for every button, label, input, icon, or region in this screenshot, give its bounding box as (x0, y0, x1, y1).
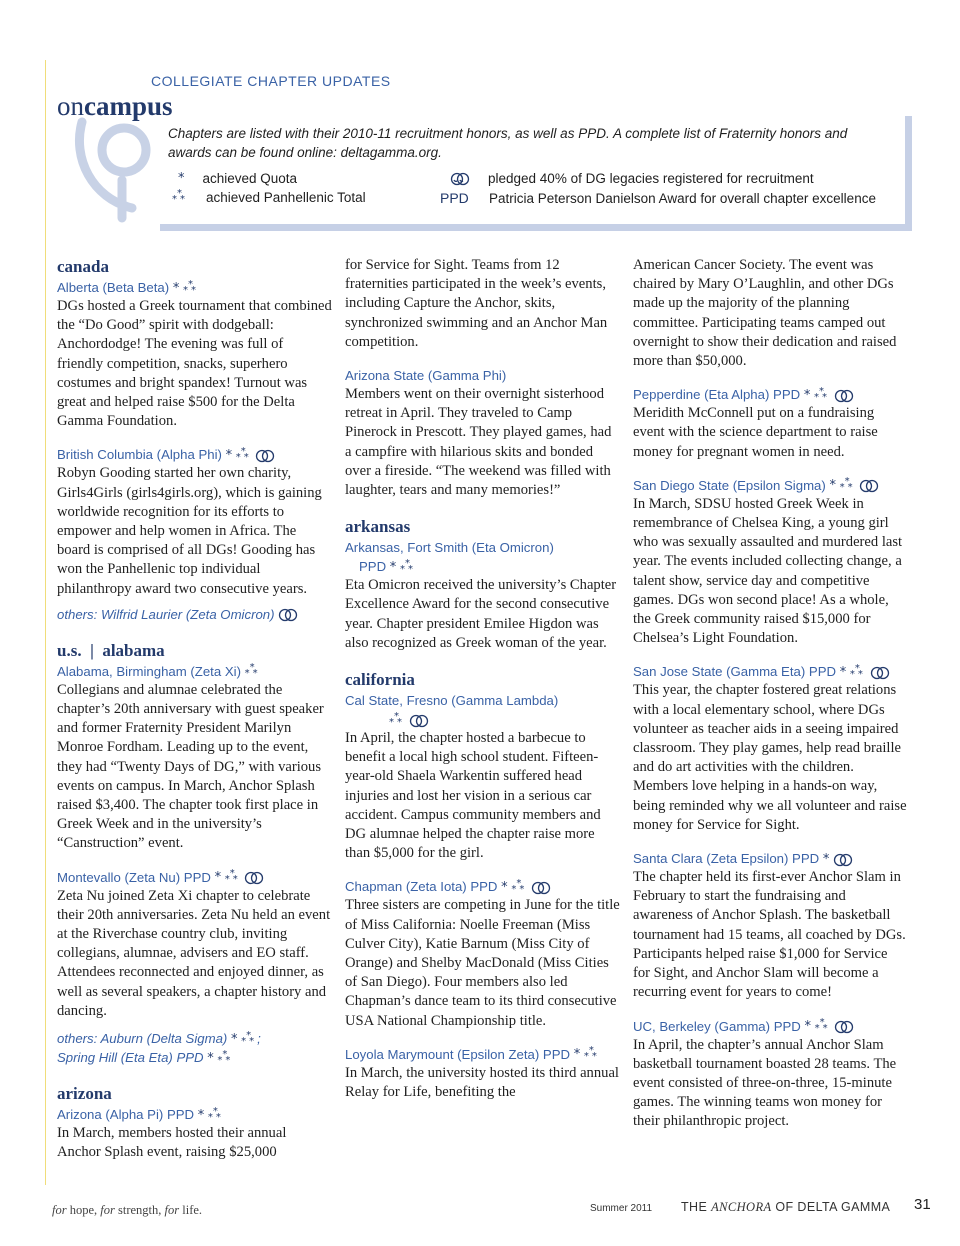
page-title: oncampus (57, 91, 173, 121)
chapter-name: Arizona State (Gamma Phi) (345, 368, 507, 384)
chapter-text: Three sisters are competing in June for the title of Miss California: Noelle Freeman (Miss Culver City), Katie Barnum (Miss City of Orange) and Shelby MacDonald (Miss Cities of San Diego). Four members also led Chapman’s dance team to its third consecutive USA National Championship title. (345, 897, 620, 1029)
section-label: COLLEGIATE CHAPTER UPDATES (151, 73, 391, 89)
margin-rule (45, 60, 46, 1185)
chapter-text: Zeta Nu joined Zeta Xi chapter to celebrate their 20th anniversaries. Zeta Nu held an event at the Riverchase country club, inviting collegians, alumnae, advisers and EO staff. Attendees reconnected and enjoyed dinner, as well as several speakers, a chapter history and dancing. (57, 887, 331, 1019)
chapter-text: Collegians and alumnae celebrated the chapter’s 20th anniversary with guest speaker and former Fraternity President Marilyn Monroe Fordham. Leading up to the event, they had “Twenty Days of DG,” with various events on campus. In March, Anchor Splash raised $3,400. The chapter took first place in Greek Week and in the university’s “Canstruction” event. (57, 681, 324, 852)
chapter-name: British Columbia (Alpha Phi) * * * * (57, 445, 332, 464)
chapter-text: DGs hosted a Greek tournament that combined the “Do Good” spirit with dodgeball: Anchordodge! The evening was full of friendly competition, snacks, superhero costumes and bright spandex! Turnout was great and helped raise $500 for the Delta Gamma Foundation. (57, 298, 332, 430)
chapter-text: In March, members hosted their annual Anchor Splash event, raising $25,000 (57, 1125, 287, 1161)
legend-legacy: pledged 40% of DG legacies registered for recruitment (450, 170, 814, 188)
footer-tagline: for hope, for strength, for life. (52, 1203, 203, 1217)
chapter-text: Robyn Gooding started her own charity, Girls4Girls (girls4girls.org), which is gaining worldwide recognition for its efforts to empower and help women in Africa. The board is comprised of all DGs! Gooding has won the Panhellenic top individual philanthropy award two consecutive years. (57, 465, 322, 597)
region-heading: arizona (57, 1084, 112, 1104)
legacy-icon (834, 388, 854, 404)
chapter-name: Montevallo (Zeta Nu) PPD * * * * (57, 868, 332, 887)
chapter-name: San Jose State (Gamma Eta) PPD * * * * (633, 662, 908, 681)
chapter-text: Meridith McConnell put on a fundraising event with the science department to raise money for pregnant women in need. (633, 405, 878, 460)
chapter-text: In March, the university hosted its third annual Relay for Life, benefiting the (345, 1064, 619, 1101)
legacy-icon (834, 1019, 854, 1035)
chapter-name: Arizona (Alpha Pi) PPD * * * * (57, 1105, 221, 1123)
others-line: others: Wilfrid Laurier (Zeta Omicron) (57, 605, 332, 624)
legacy-icon (409, 713, 429, 729)
chapter-name: PPD * * * * (359, 557, 413, 575)
region-heading: u.s. | alabama (57, 640, 165, 660)
chapter-name: Pepperdine (Eta Alpha) PPD * * * * (633, 385, 908, 404)
chapter-text: American Cancer Society. The event was chaired by Mary O’Laughlin, and other DGs made up the majority of the planning committee. Participating teams camped out overnight to show their dedication and raised more than $50,000. (633, 257, 897, 370)
chapter-text: for Service for Sight. Teams from 12 fraternities participated in the week’s events, including Capture the Anchor, skits, synchronized swimming and an Anchor Man competition. (345, 257, 608, 350)
chapter-text: In April, the chapter’s annual Anchor Slam basketball tournament boasted 28 teams. The event consisted of three-on-three, 15-minute games. The winning teams won money for their philanthropic project. (633, 1036, 897, 1130)
legacy-icon (255, 448, 275, 464)
chapter-name: UC, Berkeley (Gamma) PPD * * * * (633, 1017, 908, 1036)
legend-quota: * achieved Quota (178, 171, 298, 187)
chapter-text: Eta Omicron received the university’s Chapter Excellence Award for the second consecutive year. Chapter president Emilee Higdon was also recognized as Greek woman of the year. (345, 577, 617, 651)
legacy-icon (278, 607, 298, 623)
chapter-name: San Diego State (Epsilon Sigma) * * * * (633, 476, 908, 495)
chapter-name: Santa Clara (Zeta Epsilon) PPD * (633, 849, 908, 868)
legacy-icon (450, 171, 470, 187)
legacy-icon (833, 852, 853, 868)
legend-ppd: PPD Patricia Peterson Danielson Award for overall chapter excellence (440, 190, 876, 206)
page-number: 31 (914, 1196, 931, 1213)
column-1 (57, 256, 332, 1163)
intro-text: Chapters are listed with their 2010-11 recruitment honors, as well as PPD. A complete list of Fraternity honors and awards can be found online: deltagamma.org. (168, 126, 848, 160)
chapter-name: Arkansas, Fort Smith (Eta Omicron) (345, 540, 554, 556)
footer-issue: Summer 2011 (590, 1203, 653, 1214)
chapter-name: Loyola Marymount (Epsilon Zeta) PPD * * * * (345, 1045, 597, 1063)
region-heading: canada (57, 257, 109, 276)
chapter-text: Members went on their overnight sisterhood retreat in April. They traveled to Camp Pinerock in Prescott. They played games, had a campfire with hilarious skits and bonded over a fireside. “The weekend was filled with laughter, tears and many memories!” (345, 386, 612, 499)
chapter-text: This year, the chapter fostered great relations with a local elementary school, where DGs volunteer as teacher aids in a seeing impaired classroom. They play games, help read braille and do art activities with the children. Members love helping in a hands-on way, being reminded why we all volunteer and raise money for Service for Sight. (633, 682, 907, 833)
star-icon: * (178, 171, 185, 187)
column-3 (633, 256, 908, 1132)
chapter-text: The chapter held its first-ever Anchor Slam in February to start the fundraising and awareness of Anchor Splash. The basketball tournament had 15 teams, all coached by DGs. Participants helped raise $1,000 for Service for Sight, and Anchor Slam will become a recurring event for years to come! (633, 869, 906, 1001)
chapter-name: * * * (345, 710, 620, 729)
legacy-icon (244, 870, 264, 886)
triple-star-icon: * * * (172, 188, 185, 206)
chapter-text: In March, SDSU hosted Greek Week in remembrance of Chelsea King, a young girl who was sexually assaulted and murdered last year. The events included collecting change, a talent show, service day and competitive games. DGs won second place! As a whole, the Greek community raised $15,000 for Chelsea’s Light Foundation. (633, 495, 903, 647)
region-heading: arkansas (345, 517, 411, 537)
others-line: others: Auburn (Delta Sigma) * * * * ; (57, 1029, 261, 1047)
legacy-icon (531, 880, 551, 896)
chapter-name: Chapman (Zeta Iota) PPD * * * * (345, 877, 620, 896)
footer-publication: THE ANCHORA OF DELTA GAMMA (681, 1200, 891, 1214)
legacy-icon (870, 665, 890, 681)
legend-panhellenic: * * * achieved Panhellenic Total (172, 188, 366, 206)
chapter-text: In April, the chapter hosted a barbecue to benefit a local high school student. Fifteen-year-old Shaela Warkentin suffered head injuries and lost her vision in a serious car accident. Campus community members and DG alumnae helped the chapter raise more than $5,000 for the girl. (345, 730, 601, 862)
chapter-name: Alabama, Birmingham (Zeta Xi) * * * (57, 662, 258, 680)
column-2 (345, 256, 620, 1102)
others-line: Spring Hill (Eta Eta) PPD * * * * (57, 1048, 231, 1066)
region-heading: california (345, 670, 415, 690)
chapter-name: Alberta (Beta Beta) * * * * (57, 278, 196, 296)
legacy-icon (859, 478, 879, 494)
chapter-name: Cal State, Fresno (Gamma Lambda) (345, 693, 559, 709)
